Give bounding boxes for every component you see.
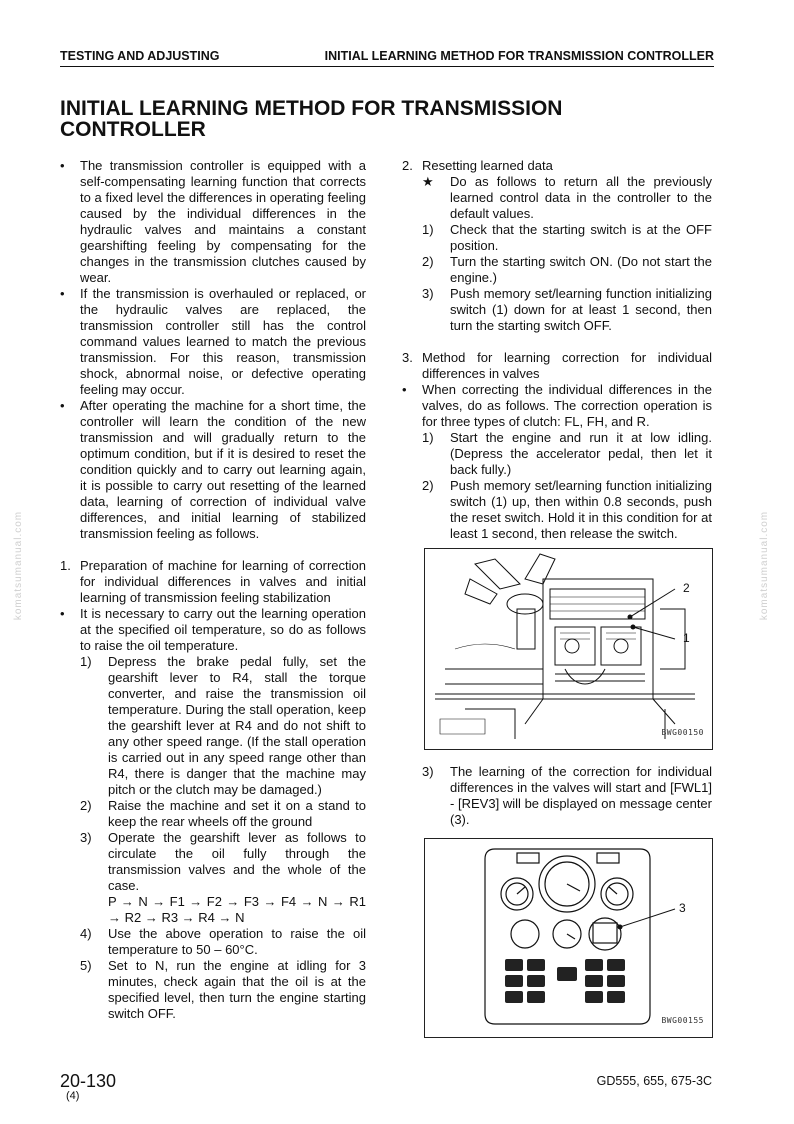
step-number: 4) <box>80 926 92 941</box>
page-title <box>60 98 620 140</box>
section-1-step-5 <box>60 958 366 1022</box>
page-number: 20-130 <box>60 1071 117 1091</box>
section-3-step-3-block <box>402 764 712 828</box>
section-3-step-1 <box>402 430 712 478</box>
bullet-text: After operating the machine for a short time, the controller will learn the condition of the new transmission and will gradually return to the optimum condition, but if it is desired to reset the condition quickly and to carry out learning again, it is possible to carry out resetting of the learned data, learning of correction of individual valve differences, and initial learning of stabilized transmission feeling as follows. <box>80 398 366 541</box>
step-number: 5) <box>80 958 92 973</box>
section-2-step-2 <box>402 254 712 286</box>
step-text: Push memory set/learning function initializing switch (1) down for at least 1 second, then turn the starting switch OFF. <box>450 286 712 333</box>
section-1-step-3 <box>60 830 366 894</box>
page-revision: (4) <box>66 1090 80 1102</box>
step-text: Set to N, run the engine at idling for 3 minutes, check again that the oil is at the specified level, then turn the engine starting switch OFF. <box>108 958 366 1021</box>
section-title: Resetting learned data <box>422 158 553 173</box>
intro-bullet-1 <box>60 158 366 286</box>
right-column <box>402 158 712 542</box>
bullet-text: The transmission controller is equipped with a self-compensating learning function that corrects to a fixed level the differences in operating feeling caused by the individual differences in the hydraulic valves and maintains a constant gearshifting feeling by compensating for the changes in the transmission clutches caused by wear. <box>80 158 366 285</box>
step-number: 3) <box>80 830 92 845</box>
step-text: Raise the machine and set it on a stand to keep the rear wheels off the ground <box>108 798 366 829</box>
bullet-mark: • <box>60 606 65 621</box>
callout-2: 2 <box>683 581 690 595</box>
section-1-step-1 <box>60 654 366 798</box>
section-3-heading <box>402 350 712 382</box>
step-text: Check that the starting switch is at the OFF position. <box>450 222 712 253</box>
step-number: 1) <box>422 222 434 237</box>
section-1-step-4 <box>60 926 366 958</box>
step-text: The learning of the correction for individual differences in the valves will start and [FWL1] - [REV3] will be displayed on message center (3). <box>450 764 712 827</box>
section-3-step-3 <box>402 764 712 828</box>
intro-bullet-3 <box>60 398 366 542</box>
step-number: 1) <box>80 654 92 669</box>
figure-code: BWG00150 <box>661 728 704 737</box>
page-title-line-1: INITIAL LEARNING METHOD FOR TRANSMISSION <box>60 97 563 120</box>
gearshift-sequence <box>60 894 366 926</box>
section-title: Preparation of machine for learning of correction for individual differences in valves and initial learning of transmission feeling stabilization <box>80 558 366 605</box>
step-number: 2) <box>80 798 92 813</box>
star-icon: ★ <box>422 174 434 189</box>
left-column <box>60 158 366 1022</box>
section-1-bullet <box>60 606 366 654</box>
step-number: 2) <box>422 478 434 493</box>
step-text: Start the engine and run it at low idling. (Depress the accelerator pedal, then let it back fully.) <box>450 430 712 477</box>
step-text: Depress the brake pedal fully, set the gearshift lever to R4, stall the torque converter, and raise the transmission oil temperature. During the stall operation, keep the gearshift lever at R4 and do not shift to any other speed range. (If the stall operation is carried out in any speed range other than R4, there is danger that the machine may pitch or the clutch may be damaged.) <box>108 654 366 797</box>
step-text: Turn the starting switch ON. (Do not start the engine.) <box>450 254 712 285</box>
callout-1: 1 <box>683 631 690 645</box>
section-3-bullet <box>402 382 712 430</box>
step-text: Push memory set/learning function initializing switch (1) up, then within 0.8 seconds, push the reset switch. Hold it in this condition for at least 1 second, then release the switch. <box>450 478 712 541</box>
intro-bullet-2 <box>60 286 366 398</box>
bullet-mark: • <box>60 158 65 173</box>
valve-assembly-figure <box>424 548 713 750</box>
model-number: GD555, 655, 675-3C <box>596 1074 712 1088</box>
callout-3: 3 <box>679 901 686 915</box>
step-number: 2) <box>422 254 434 269</box>
bullet-text: When correcting the individual differences in the valves, do as follows. The correction operation is for three types of clutch: FL, FH, and R. <box>422 382 712 429</box>
header-page-topic: INITIAL LEARNING METHOD FOR TRANSMISSION CONTROLLER <box>324 49 714 63</box>
step-number: 3) <box>422 764 434 779</box>
watermark-right: komatsumanual.com <box>759 510 771 621</box>
step-text: Operate the gearshift lever as follows to circulate the oil fully through the transmission valves and the whole of the case. <box>108 830 366 893</box>
bullet-text: If the transmission is overhauled or replaced, or the hydraulic valves are replaced, the transmission controller still has the control command values learned to match the previous transmission. For this reason, transmission shock, abnormal noise, or defective operating feeling may occur. <box>80 286 366 397</box>
page-title-line-2: CONTROLLER <box>60 118 206 141</box>
section-number: 1. <box>60 558 71 573</box>
watermark-left: komatsumanual.com <box>13 510 25 621</box>
section-2-step-3 <box>402 286 712 334</box>
instrument-panel-figure <box>424 838 713 1038</box>
section-1-step-2 <box>60 798 366 830</box>
step-number: 3) <box>422 286 434 301</box>
instrument-panel-drawing <box>425 839 712 1037</box>
section-2-step-1 <box>402 222 712 254</box>
bullet-mark: • <box>60 286 65 301</box>
step-number: 1) <box>422 430 434 445</box>
bullet-mark: • <box>402 382 407 397</box>
section-3-step-2 <box>402 478 712 542</box>
valve-assembly-drawing <box>425 549 712 749</box>
section-number: 2. <box>402 158 413 173</box>
step-text: Use the above operation to raise the oil temperature to 50 – 60°C. <box>108 926 366 957</box>
step-text: P → N → F1 → F2 → F3 → F4 → N → R1 → R2 → R3 → R4 → N <box>108 894 366 925</box>
section-title: Method for learning correction for individual differences in valves <box>422 350 712 381</box>
header-section-title: TESTING AND ADJUSTING <box>60 49 220 63</box>
section-2-heading <box>402 158 712 174</box>
figure-code: BWG00155 <box>661 1016 704 1025</box>
bullet-text: It is necessary to carry out the learning operation at the specified oil temperature, so do as follows to raise the oil temperature. <box>80 606 366 653</box>
section-1-heading <box>60 558 366 606</box>
section-2-star-note <box>402 174 712 222</box>
section-number: 3. <box>402 350 413 365</box>
note-text: Do as follows to return all the previously learned control data in the controller to the default values. <box>450 174 712 221</box>
page-header <box>60 48 714 67</box>
bullet-mark: • <box>60 398 65 413</box>
